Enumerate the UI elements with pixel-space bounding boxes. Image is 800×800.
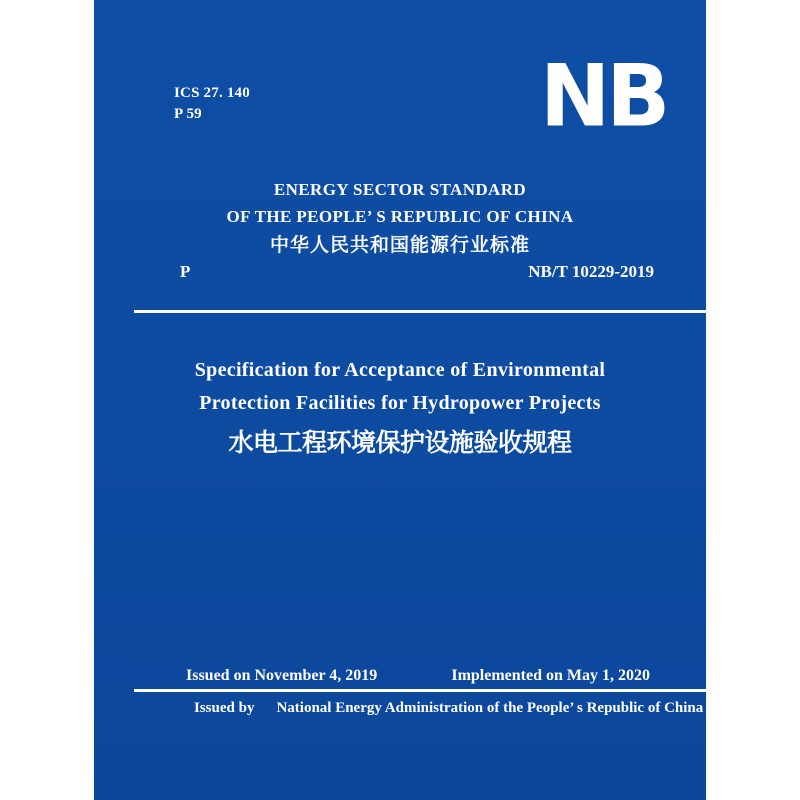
ics-code: ICS 27. 140 — [174, 85, 250, 101]
title-block — [94, 354, 706, 461]
title-en-line1: Specification for Acceptance of Environmental — [194, 359, 606, 381]
implemented-date: Implemented on May 1, 2020 — [451, 667, 650, 684]
dates-row — [186, 667, 650, 685]
bottom-divider-rule — [134, 689, 706, 692]
title-en-line2: Protection Facilities for Hydropower Projects — [199, 392, 601, 414]
issuer-row — [194, 700, 704, 717]
standard-type-zh: 中华人民共和国能源行业标准 — [269, 235, 530, 256]
issued-date: Issued on November 4, 2019 — [186, 667, 378, 684]
title-zh: 水电工程环境保护设施验收规程 — [228, 430, 572, 457]
standard-type-en-line1: ENERGY SECTOR STANDARD — [273, 180, 527, 199]
doc-class-code: P 59 — [174, 106, 202, 122]
blue-cover-panel — [94, 0, 706, 800]
standard-number: NB/T 10229-2019 — [528, 262, 654, 281]
standard-type-en-line2: OF THE PEOPLE’ S REPUBLIC OF CHINA — [226, 207, 574, 226]
designation-row — [180, 262, 654, 282]
issuer-name: National Energy Administration of the People’ s Republic of China — [276, 700, 704, 716]
standard-type-header — [94, 176, 706, 258]
top-divider-rule — [134, 310, 706, 313]
doc-class-letter: P — [180, 262, 191, 281]
classification-block — [174, 83, 250, 125]
nb-logo: NB — [540, 46, 667, 146]
issuer-label: Issued by — [194, 700, 255, 716]
